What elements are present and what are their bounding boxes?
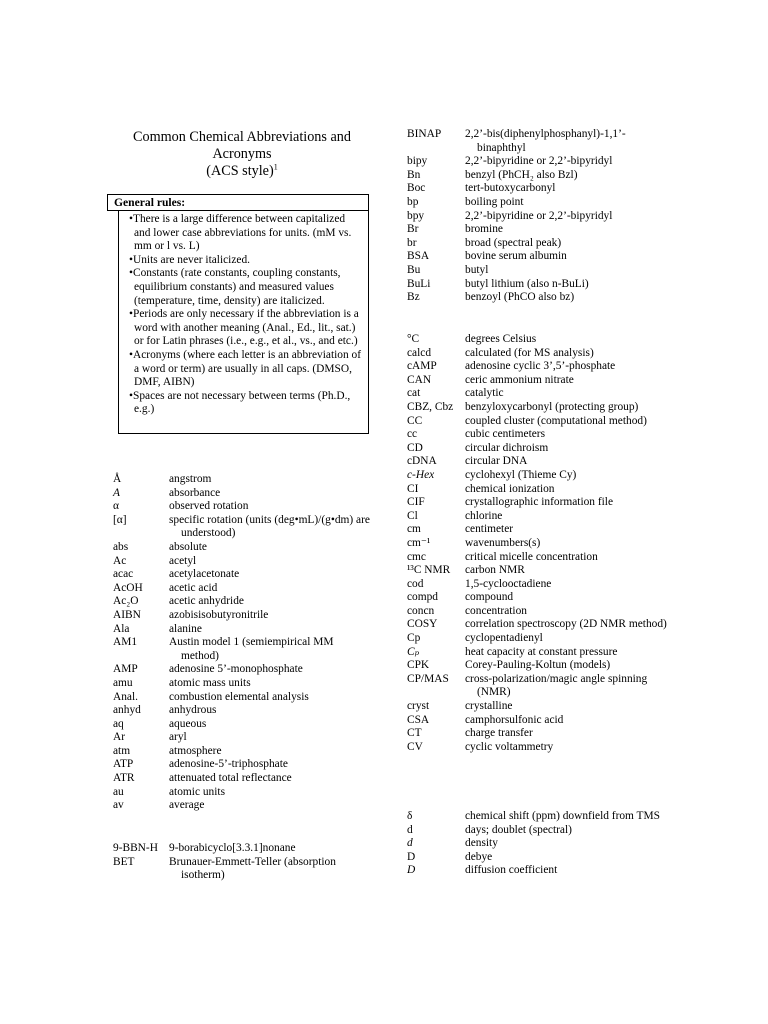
abbreviation-row xyxy=(113,623,371,637)
abbreviation-term: av xyxy=(113,799,124,812)
abbreviation-definition: Brunauer-Emmett-Teller (absorption isotherm) xyxy=(169,855,336,882)
abbreviation-row xyxy=(407,169,667,183)
abbreviation-definition: concentration xyxy=(465,604,527,617)
abbreviation-row xyxy=(113,555,371,569)
abbreviation-term: calcd xyxy=(407,346,432,359)
abbreviation-definition: benzyl (PhCH₂ also Bzl) xyxy=(465,168,578,181)
abbreviation-row xyxy=(407,455,667,469)
abbreviation-definition: ceric ammonium nitrate xyxy=(465,373,574,386)
abbreviation-term: bpy xyxy=(407,209,425,222)
abbreviation-definition: degrees Celsius xyxy=(465,333,537,345)
abbreviation-term: ATP xyxy=(113,758,134,771)
abbreviation-term: cc xyxy=(407,428,418,441)
abbreviation-definition: correlation spectroscopy (2D NMR method) xyxy=(465,618,667,631)
abbreviation-definition: aryl xyxy=(169,731,187,744)
abbreviation-list-b-left xyxy=(113,842,371,883)
abbreviation-row xyxy=(113,582,371,596)
abbreviation-definition: chlorine xyxy=(465,509,503,522)
title-line-3-text: (ACS style) xyxy=(206,163,274,179)
abbreviation-row xyxy=(407,483,667,497)
abbreviation-definition: adenosine cyclic 3’,5’-phosphate xyxy=(465,360,616,373)
abbreviation-row xyxy=(407,591,667,605)
general-rule-item: •Constants (rate constants, coupling constants, equilibrium constants) and measured values (temperature, time, density) are italicized. xyxy=(129,267,341,307)
abbreviation-definition: camphorsulfonic acid xyxy=(465,713,564,726)
abbreviation-row xyxy=(407,210,667,224)
abbreviation-row xyxy=(407,824,667,838)
abbreviation-term: BET xyxy=(113,855,135,868)
abbreviation-term: AIBN xyxy=(113,608,141,621)
abbreviation-term: CI xyxy=(407,482,419,495)
abbreviation-row xyxy=(407,714,667,728)
abbreviation-definition: bromine xyxy=(465,223,503,236)
abbreviation-row xyxy=(407,727,667,741)
abbreviation-row xyxy=(113,856,371,883)
abbreviation-row xyxy=(407,347,667,361)
abbreviation-definition: alanine xyxy=(169,622,202,635)
abbreviation-row xyxy=(407,864,667,878)
abbreviation-term: BINAP xyxy=(407,128,442,140)
abbreviation-row xyxy=(407,428,667,442)
abbreviation-term: Anal. xyxy=(113,690,138,703)
abbreviation-term: cAMP xyxy=(407,360,437,373)
abbreviation-definition: 2,2’-bis(diphenylphosphanyl)-1,1’-binaphthyl xyxy=(465,128,626,154)
abbreviation-row xyxy=(407,496,667,510)
abbreviation-row xyxy=(407,741,667,755)
abbreviation-term: D xyxy=(407,850,416,863)
general-rule-item: •Units are never italicized. xyxy=(129,253,251,266)
abbreviation-definition: bovine serum albumin xyxy=(465,250,567,263)
abbreviation-row xyxy=(407,333,667,347)
abbreviation-definition: benzoyl (PhCO also bz) xyxy=(465,291,575,304)
abbreviation-definition: cubic centimeters xyxy=(465,428,546,441)
abbreviation-definition: 2,2’-bipyridine or 2,2’-bipyridyl xyxy=(465,209,613,222)
abbreviation-definition: charge transfer xyxy=(465,727,533,740)
abbreviation-row xyxy=(407,182,667,196)
abbreviation-term: Ac xyxy=(113,554,127,567)
abbreviation-row xyxy=(113,487,371,501)
abbreviation-definition: Corey-Pauling-Koltun (models) xyxy=(465,659,611,672)
abbreviation-definition: angstrom xyxy=(169,473,212,485)
abbreviation-term: aq xyxy=(113,717,124,730)
abbreviation-definition: average xyxy=(169,799,205,812)
abbreviation-term: CT xyxy=(407,727,422,740)
abbreviation-row xyxy=(407,578,667,592)
abbreviation-row xyxy=(407,264,667,278)
abbreviation-row xyxy=(113,786,371,800)
abbreviation-term: ATR xyxy=(113,772,135,785)
abbreviation-definition: butyl xyxy=(465,263,489,276)
abbreviation-row xyxy=(407,291,667,305)
abbreviation-row xyxy=(113,677,371,691)
abbreviation-term: c-Hex xyxy=(407,468,435,481)
abbreviation-term: Bn xyxy=(407,168,421,181)
general-rules-header: General rules: xyxy=(107,194,369,211)
abbreviation-row xyxy=(113,609,371,623)
abbreviation-term: bipy xyxy=(407,155,428,168)
abbreviation-row xyxy=(407,387,667,401)
abbreviation-definition: compound xyxy=(465,591,514,604)
abbreviation-row xyxy=(113,691,371,705)
abbreviation-term: [α] xyxy=(113,513,127,526)
abbreviation-definition: 1,5-cyclooctadiene xyxy=(465,577,552,590)
abbreviation-definition: catalytic xyxy=(465,387,504,400)
abbreviation-definition: heat capacity at constant pressure xyxy=(465,645,618,658)
abbreviation-definition: cyclic voltammetry xyxy=(465,740,554,753)
abbreviation-definition: 9-borabicyclo[3.3.1]nonane xyxy=(169,842,296,854)
abbreviation-definition: atomic mass units xyxy=(169,676,251,689)
abbreviation-term: ¹³C NMR xyxy=(407,564,451,577)
abbreviation-definition: observed rotation xyxy=(169,500,249,513)
abbreviation-row xyxy=(113,568,371,582)
abbreviation-term: Cₚ xyxy=(407,645,420,658)
abbreviation-row xyxy=(407,415,667,429)
abbreviation-term: δ xyxy=(407,810,413,822)
title-line-3 xyxy=(112,163,372,180)
abbreviation-term: cod xyxy=(407,577,424,590)
abbreviation-row xyxy=(113,842,371,856)
abbreviation-term: Ac₂O xyxy=(113,595,139,608)
abbreviation-row xyxy=(113,799,371,813)
abbreviation-list-b-right xyxy=(407,128,667,305)
abbreviation-row xyxy=(113,663,371,677)
abbreviation-list-c xyxy=(407,333,667,754)
abbreviation-definition: adenosine 5’-monophosphate xyxy=(169,663,303,676)
abbreviation-term: BuLi xyxy=(407,277,431,290)
abbreviation-definition: cyclohexyl (Thieme Cy) xyxy=(465,468,577,481)
abbreviation-definition: butyl lithium (also n-BuLi) xyxy=(465,277,589,290)
abbreviation-term: cat xyxy=(407,387,421,400)
abbreviation-term: Cl xyxy=(407,509,418,522)
abbreviation-term: BSA xyxy=(407,250,430,263)
abbreviation-term: CP/MAS xyxy=(407,672,449,685)
abbreviation-definition: anhydrous xyxy=(169,704,217,717)
abbreviation-definition: cyclopentadienyl xyxy=(465,632,543,645)
abbreviation-term: acac xyxy=(113,568,134,581)
abbreviation-definition: chemical shift (ppm) downfield from TMS xyxy=(465,810,660,822)
abbreviation-row xyxy=(113,473,371,487)
abbreviation-row xyxy=(407,537,667,551)
abbreviation-row xyxy=(407,360,667,374)
abbreviation-term: CC xyxy=(407,414,423,427)
abbreviation-term: au xyxy=(113,785,124,798)
abbreviation-row xyxy=(407,374,667,388)
abbreviation-definition: atmosphere xyxy=(169,744,222,757)
abbreviation-term: bp xyxy=(407,195,419,208)
abbreviation-term: Boc xyxy=(407,182,426,195)
abbreviation-row xyxy=(407,564,667,578)
abbreviation-term: D xyxy=(407,864,416,877)
abbreviation-definition: carbon NMR xyxy=(465,564,525,577)
abbreviation-term: Bu xyxy=(407,263,421,276)
abbreviation-term: AcOH xyxy=(113,581,143,594)
abbreviation-definition: broad (spectral peak) xyxy=(465,236,562,249)
abbreviation-row xyxy=(407,605,667,619)
abbreviation-definition: coupled cluster (computational method) xyxy=(465,414,647,427)
abbreviation-term: d xyxy=(407,823,413,836)
abbreviation-row xyxy=(113,718,371,732)
abbreviation-term: CAN xyxy=(407,373,432,386)
abbreviation-row xyxy=(407,510,667,524)
abbreviation-definition: acetyl xyxy=(169,554,197,567)
abbreviation-row xyxy=(113,731,371,745)
general-rule-item: •Acronyms (where each letter is an abbreviation of a word or term) are usually in all caps. (DMSO, DMF, AIBN) xyxy=(129,348,362,389)
abbreviation-definition: benzyloxycarbonyl (protecting group) xyxy=(465,400,639,413)
abbreviation-definition: acetylacetonate xyxy=(169,568,240,581)
abbreviation-term: CIF xyxy=(407,496,425,509)
abbreviation-term: COSY xyxy=(407,618,438,631)
abbreviation-row xyxy=(407,469,667,483)
abbreviation-definition: absorbance xyxy=(169,486,221,499)
abbreviation-row xyxy=(407,646,667,660)
abbreviation-row xyxy=(407,618,667,632)
abbreviation-term: cmc xyxy=(407,550,426,563)
abbreviation-definition: 2,2’-bipyridine or 2,2’-bipyridyl xyxy=(465,155,613,168)
abbreviation-row xyxy=(113,758,371,772)
abbreviation-term: AMP xyxy=(113,663,138,676)
abbreviation-definition: combustion elemental analysis xyxy=(169,690,309,703)
title-line-1: Common Chemical Abbreviations and xyxy=(133,129,351,145)
abbreviation-list-a xyxy=(113,473,371,813)
abbreviation-term: cm⁻¹ xyxy=(407,536,431,549)
abbreviation-row xyxy=(407,196,667,210)
abbreviation-term: Ala xyxy=(113,622,130,635)
abbreviation-definition: circular DNA xyxy=(465,455,528,468)
abbreviation-row xyxy=(407,523,667,537)
abbreviation-definition: density xyxy=(465,837,498,850)
abbreviation-list-d xyxy=(407,810,667,878)
abbreviation-term: 9-BBN-H xyxy=(113,842,158,854)
abbreviation-row xyxy=(407,837,667,851)
abbreviation-row xyxy=(113,772,371,786)
general-rules-box xyxy=(118,210,369,434)
abbreviation-term: Br xyxy=(407,223,419,236)
abbreviation-row xyxy=(407,673,667,700)
abbreviation-row xyxy=(407,442,667,456)
abbreviation-term: Ar xyxy=(113,731,126,744)
abbreviation-definition: Austin model 1 (semiempirical MM method) xyxy=(169,636,334,662)
abbreviation-term: compd xyxy=(407,591,439,604)
abbreviation-row xyxy=(407,551,667,565)
abbreviation-definition: chemical ionization xyxy=(465,482,555,495)
abbreviation-definition: azobisisobutyronitrile xyxy=(169,608,269,621)
abbreviation-row xyxy=(407,659,667,673)
abbreviation-row xyxy=(113,514,371,541)
abbreviation-row xyxy=(407,851,667,865)
abbreviation-definition: crystallographic information file xyxy=(465,496,614,509)
abbreviation-term: abs xyxy=(113,540,129,553)
abbreviation-term: cm xyxy=(407,523,421,536)
general-rule-item: •Spaces are not necessary between terms (Ph.D., e.g.) xyxy=(129,389,351,416)
abbreviation-term: Cp xyxy=(407,632,421,645)
abbreviation-term: br xyxy=(407,236,417,249)
abbreviation-definition: days; doublet (spectral) xyxy=(465,823,572,836)
abbreviation-definition: acetic anhydride xyxy=(169,595,244,608)
abbreviation-term: atm xyxy=(113,744,131,757)
abbreviation-definition: debye xyxy=(465,850,493,863)
title-line-2: Acronyms xyxy=(212,146,272,162)
abbreviation-term: anhyd xyxy=(113,704,141,717)
abbreviation-row xyxy=(113,745,371,759)
abbreviation-term: CBZ, Cbz xyxy=(407,400,454,413)
abbreviation-row xyxy=(113,704,371,718)
abbreviation-definition: cross-polarization/magic angle spinning (NMR) xyxy=(465,672,648,699)
abbreviation-definition: tert-butoxycarbonyl xyxy=(465,182,556,195)
abbreviation-definition: critical micelle concentration xyxy=(465,550,598,563)
abbreviation-definition: aqueous xyxy=(169,717,207,730)
abbreviation-row xyxy=(113,500,371,514)
abbreviation-definition: attenuated total reflectance xyxy=(169,772,292,785)
abbreviation-definition: atomic units xyxy=(169,785,225,798)
abbreviation-term: CD xyxy=(407,441,423,454)
abbreviation-term: α xyxy=(113,500,119,513)
general-rules-list xyxy=(123,213,364,417)
abbreviation-row xyxy=(407,128,667,155)
abbreviation-definition: adenosine-5’-triphosphate xyxy=(169,758,288,771)
abbreviation-row xyxy=(407,810,667,824)
abbreviation-term: CPK xyxy=(407,659,430,672)
abbreviation-definition: centimeter xyxy=(465,523,514,536)
abbreviation-term: A xyxy=(113,486,120,499)
abbreviation-term: amu xyxy=(113,676,133,689)
abbreviation-term: AM1 xyxy=(113,636,138,649)
abbreviation-row xyxy=(407,250,667,264)
abbreviation-term: Bz xyxy=(407,291,420,304)
footnote-mark: 1 xyxy=(273,162,278,172)
abbreviation-term: cryst xyxy=(407,700,430,713)
abbreviation-term: d xyxy=(407,837,413,850)
abbreviation-term: CSA xyxy=(407,713,430,726)
abbreviation-definition: calculated (for MS analysis) xyxy=(465,346,594,359)
abbreviation-row xyxy=(407,632,667,646)
abbreviation-definition: boiling point xyxy=(465,195,524,208)
page-title xyxy=(112,129,372,180)
abbreviation-term: cDNA xyxy=(407,455,437,468)
abbreviation-row xyxy=(407,155,667,169)
abbreviation-definition: diffusion coefficient xyxy=(465,864,558,877)
abbreviation-definition: circular dichroism xyxy=(465,441,549,454)
abbreviation-row xyxy=(407,700,667,714)
abbreviation-row xyxy=(407,237,667,251)
abbreviation-term: °C xyxy=(407,333,420,345)
abbreviation-definition: absolute xyxy=(169,540,207,553)
abbreviation-definition: wavenumbers(s) xyxy=(465,536,541,549)
abbreviation-row xyxy=(407,223,667,237)
abbreviation-definition: crystalline xyxy=(465,700,513,713)
abbreviation-term: Å xyxy=(113,473,122,485)
general-rule-item: •Periods are only necessary if the abbreviation is a word with another meaning (Anal., Ed., lit., sat.) or for Latin phrases (i.e., e.g., et al., vs., and etc.) xyxy=(129,308,359,348)
general-rule-item: •There is a large difference between capitalized and lower case abbreviations for units. (mM vs. mm or l vs. L) xyxy=(129,213,352,253)
abbreviation-row xyxy=(407,401,667,415)
abbreviation-row xyxy=(113,595,371,609)
abbreviation-row xyxy=(113,541,371,555)
abbreviation-term: concn xyxy=(407,604,435,617)
abbreviation-row xyxy=(407,278,667,292)
abbreviation-definition: acetic acid xyxy=(169,581,218,594)
abbreviation-definition: specific rotation (units (deg•mL)/(g•dm) are understood) xyxy=(169,513,370,540)
abbreviation-row xyxy=(113,636,371,663)
abbreviation-term: CV xyxy=(407,740,423,753)
